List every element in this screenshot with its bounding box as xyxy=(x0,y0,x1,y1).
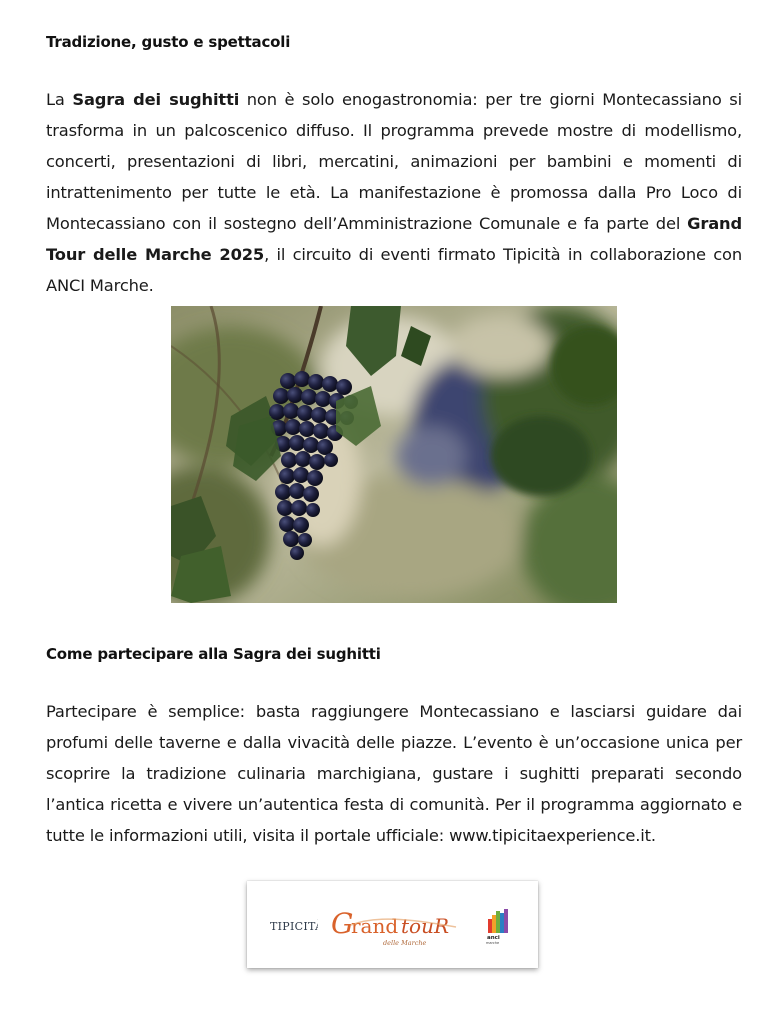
tipicita-logo xyxy=(270,918,318,937)
svg-text:marche: marche xyxy=(486,941,500,945)
svg-text:touR: touR xyxy=(401,914,450,938)
bold-grand-tour: Grand Tour delle Marche 2025 xyxy=(46,214,742,264)
svg-text:anci: anci xyxy=(487,935,500,941)
section-heading: Tradizione, gusto e spettacoli xyxy=(46,33,291,51)
svg-text:delle Marche: delle Marche xyxy=(383,939,427,947)
svg-text:rand: rand xyxy=(351,914,399,938)
bold-sagra-name: Sagra dei sughitti xyxy=(72,90,240,109)
section-paragraph: Partecipare è semplice: basta raggiungere Montecassiano e lasciarsi guidare dai profumi delle taverne e dalla vivacità delle piazze. L’evento è un’occasione unica per scoprire la tradizione culinaria marchigiana, gustare i sughitti preparati secondo l’antica ricetta e vivere un’autentica festa di comunità. Per il programma aggiornato e tutte le informazioni utili, visita il portale ufficiale: www.tipicitaexperience.it. xyxy=(46,702,742,845)
svg-text:G: G xyxy=(331,907,354,940)
grape-photo xyxy=(171,306,617,603)
section-paragraph: La Sagra dei sughitti non è solo enogastronomia: per tre giorni Montecassiano si trasforma in un palcoscenico diffuso. Il programma prevede mostre di modellismo, concerti, presentazioni di libri, mercatini, animazioni per bambini e momenti di intrattenimento per tutte le età. La manifestazione è promossa dalla Pro Loco di Montecassiano con il sostegno dell’Amministrazione Comunale e fa parte del Grand Tour delle Marche 2025, il circuito di eventi firmato Tipicità in collaborazione con ANCI Marche. xyxy=(46,90,743,295)
partner-logos xyxy=(247,881,538,968)
grand-tour-logo xyxy=(331,905,461,949)
section-heading: Come partecipare alla Sagra dei sughitti xyxy=(46,645,381,663)
svg-text:TIPICITÀ: TIPICITÀ xyxy=(270,920,318,933)
anci-marche-logo xyxy=(486,909,510,945)
